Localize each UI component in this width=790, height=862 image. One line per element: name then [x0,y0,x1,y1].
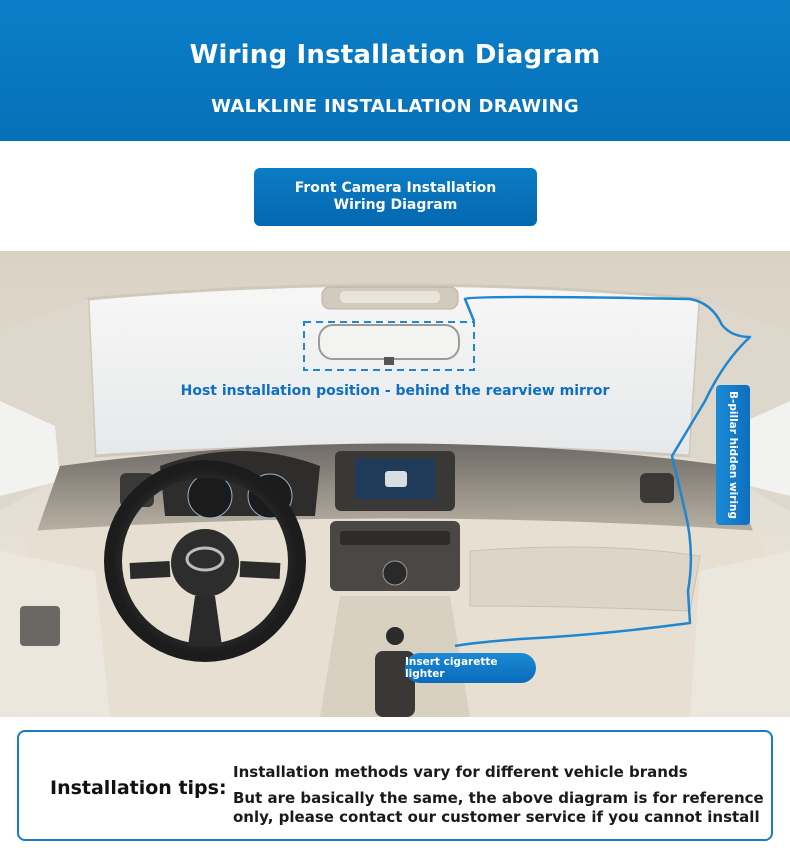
cigarette-lighter-label: Insert cigarette lighter [405,653,536,683]
tips-line-1: Installation methods vary for different vehicle brands [233,763,688,781]
page-title: Wiring Installation Diagram [189,40,601,70]
car-interior-diagram [0,251,790,717]
section-title-badge: Front Camera Installation Wiring Diagram [254,168,537,226]
header-banner [0,0,790,141]
b-pillar-label-text: B-pillar hidden wiring [727,390,739,520]
tips-line-2: But are basically the same, the above diagram is for reference only, please contact our customer service if you cannot install [233,789,764,826]
installation-tips-box [17,730,773,841]
b-pillar-label [716,385,750,525]
tips-heading: Installation tips: [50,777,227,799]
car-interior-illustration [0,251,790,717]
host-position-label: Host installation position - behind the rearview mirror [180,383,610,399]
page-subtitle: WALKLINE INSTALLATION DRAWING [211,96,579,117]
